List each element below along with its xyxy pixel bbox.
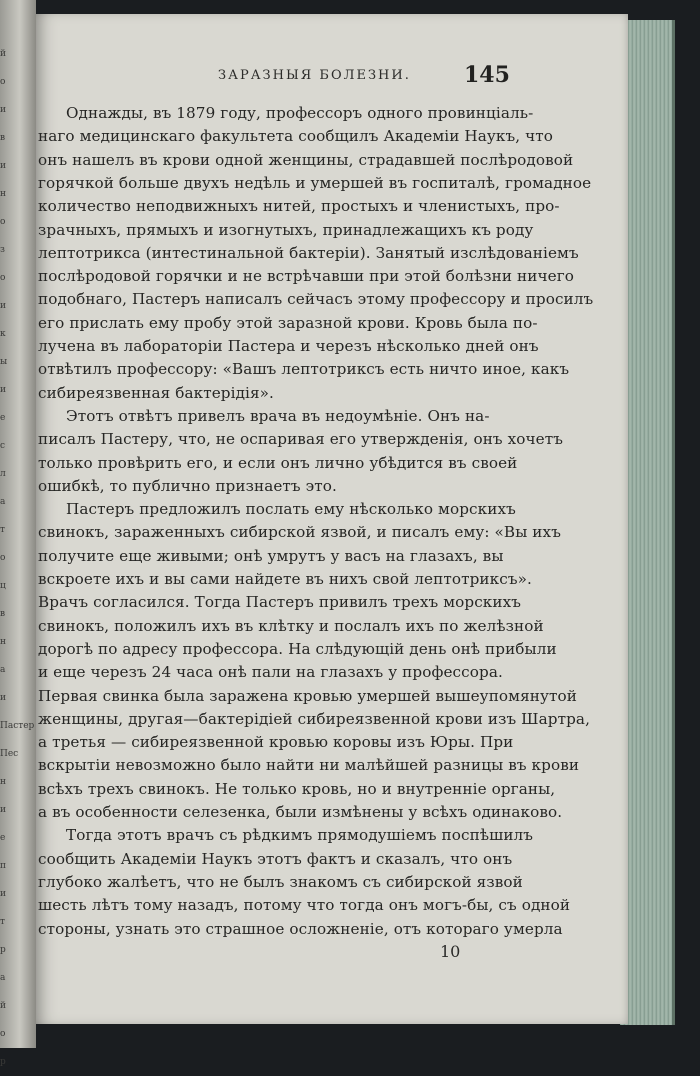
left-page-fragment: Пес: [0, 749, 19, 759]
left-page-fragment: и: [0, 105, 6, 115]
text-line: получите еще живыми; онѣ умрутъ у васъ на глазахъ, вы: [38, 546, 504, 565]
text-line: ошибкѣ, то публично признаетъ это.: [38, 476, 337, 495]
text-line: Этотъ отвѣтъ привелъ врача въ недоумѣніе. Онъ на-: [66, 406, 490, 425]
text-line: лептотрикса (интестинальной бактеріи). Занятый изслѣдованіемъ: [38, 243, 579, 262]
left-page-fragment: Пастер: [0, 721, 34, 731]
left-page-fragment: и: [0, 385, 6, 395]
left-page-fragment: т: [0, 525, 5, 535]
left-page-fragment: о: [0, 553, 6, 563]
text-line: вскрытіи невозможно было найти ни малѣйшей разницы въ крови: [38, 756, 580, 775]
text-line: свинокъ, положилъ ихъ въ клѣтку и послалъ ихъ по желѣзной: [38, 616, 544, 635]
page-block-edges: [620, 20, 675, 1025]
left-page-fragment: й: [0, 1001, 6, 1011]
left-page-fragment: и: [0, 301, 6, 311]
left-page-fragment: п: [0, 861, 6, 871]
left-page-fragment: т: [0, 917, 5, 927]
text-line: горячкой больше двухъ недѣль и умершей въ госпиталѣ, громадное: [38, 173, 592, 192]
left-page-fragment: з: [0, 245, 5, 255]
text-line: зрачныхъ, прямыхъ и изогнутыхъ, принадлежащихъ къ роду: [38, 220, 534, 239]
text-line: подобнаго, Пастеръ написалъ сейчасъ этому профессору и просилъ: [38, 290, 594, 309]
left-page-fragment: в: [0, 133, 6, 143]
text-line: количество неподвижныхъ нитей, простыхъ и членистыхъ, про-: [38, 197, 560, 216]
running-head: ЗАРАЗНЫЯ БОЛЕЗНИ.: [218, 68, 411, 83]
text-line: Первая свинка была заражена кровью умершей вышеупомянутой: [38, 686, 577, 705]
left-page-fragment: р: [0, 1057, 6, 1067]
text-line: отвѣтилъ профессору: «Вашъ лептотриксъ есть ничто иное, какъ: [38, 360, 570, 379]
left-page-fragment: й: [0, 49, 6, 59]
text-line: только провѣрить его, и если онъ лично убѣдится въ своей: [38, 453, 518, 472]
left-page-fragment: о: [0, 77, 6, 87]
left-page-fragment: н: [0, 777, 6, 787]
left-page-fragment: л: [0, 469, 6, 479]
left-page-fragment: и: [0, 693, 6, 703]
left-page-fragment: с: [0, 441, 6, 451]
left-page-fragment: о: [0, 217, 6, 227]
text-line: Тогда этотъ врачъ съ рѣдкимъ прямодушіемъ поспѣшилъ: [66, 826, 534, 845]
text-line: наго медицинскаго факультета сообщилъ Академіи Наукъ, что: [38, 127, 553, 146]
text-line: писалъ Пастеру, что, не оспаривая его утвержденія, онъ хочетъ: [38, 430, 564, 449]
text-line: и еще черезъ 24 часа онѣ пали на глазахъ у профессора.: [38, 663, 503, 682]
text-line: сибиреязвенная бактерідія».: [38, 383, 274, 402]
left-page-fragment: ы: [0, 357, 8, 367]
left-page-fragment: и: [0, 805, 6, 815]
left-page-fragment: а: [0, 497, 6, 507]
left-page-fragment: а: [0, 665, 6, 675]
text-line: всѣхъ трехъ свинокъ. Не только кровь, но и внутренніе органы,: [38, 779, 556, 798]
left-page-text-fragments: [0, 40, 34, 1067]
text-line: свинокъ, зараженныхъ сибирской язвой, и писалъ ему: «Вы ихъ: [38, 523, 561, 542]
text-line: а третья — сибиреязвенной кровью коровы изъ Юры. При: [38, 733, 514, 752]
text-line: его прислать ему пробу этой заразной крови. Кровь была по-: [38, 313, 538, 332]
text-line: глубоко жалѣетъ, что не былъ знакомъ съ сибирской язвой: [38, 872, 523, 891]
left-page-fragment: и: [0, 161, 6, 171]
left-page-fragment: о: [0, 273, 6, 283]
left-page-fragment: н: [0, 637, 6, 647]
text-line: лучена въ лабораторіи Пастера и черезъ нѣсколько дней онъ: [38, 337, 539, 355]
text-line: Врачъ согласился. Тогда Пастеръ привилъ трехъ морскихъ: [38, 593, 522, 612]
left-page-fragment: о: [0, 1029, 6, 1039]
text-line: дорогѣ по адресу профессора. На слѣдующій день онѣ прибыли: [38, 639, 557, 658]
text-line: шесть лѣтъ тому назадъ, потому что тогда онъ могъ-бы, съ одной: [38, 896, 571, 915]
text-line: послѣродовой горячки и не встрѣчавши при этой болѣзни ничего: [38, 267, 575, 286]
book-page: [36, 14, 628, 1024]
left-page-fragment: е: [0, 413, 6, 423]
left-page-fragment: в: [0, 609, 6, 619]
left-page-fragment: р: [0, 945, 6, 955]
text-line: онъ нашелъ въ крови одной женщины, страдавшей послѣродовой: [38, 150, 574, 169]
text-line: сообщить Академіи Наукъ этотъ фактъ и сказалъ, что онъ: [38, 849, 513, 868]
signature-mark: 10: [440, 942, 461, 961]
text-line: Пастеръ предложилъ послать ему нѣсколько морскихъ: [66, 500, 516, 519]
left-page-fragment: н: [0, 189, 6, 199]
left-page-edge: [0, 0, 36, 1067]
text-line: женщины, другая—бактерідіей сибиреязвенной крови изъ Шартра,: [38, 709, 591, 728]
left-page-fragment: к: [0, 329, 6, 339]
left-page-fragment: ц: [0, 581, 6, 591]
text-line: стороны, узнать это страшное осложненіе, отъ котораго умерла: [38, 919, 563, 938]
left-page-fragment: е: [0, 833, 6, 843]
left-page-fragment: а: [0, 973, 6, 983]
text-line: а въ особенности селезенка, были измѣнены у всѣхъ одинаково.: [38, 803, 563, 821]
text-line: вскроете ихъ и вы сами найдете въ нихъ свой лептотриксъ».: [38, 570, 532, 588]
left-page-fragment: и: [0, 889, 6, 899]
page-number: 145: [464, 62, 510, 88]
text-line: Однажды, въ 1879 году, профессоръ одного провинціаль-: [66, 104, 534, 122]
